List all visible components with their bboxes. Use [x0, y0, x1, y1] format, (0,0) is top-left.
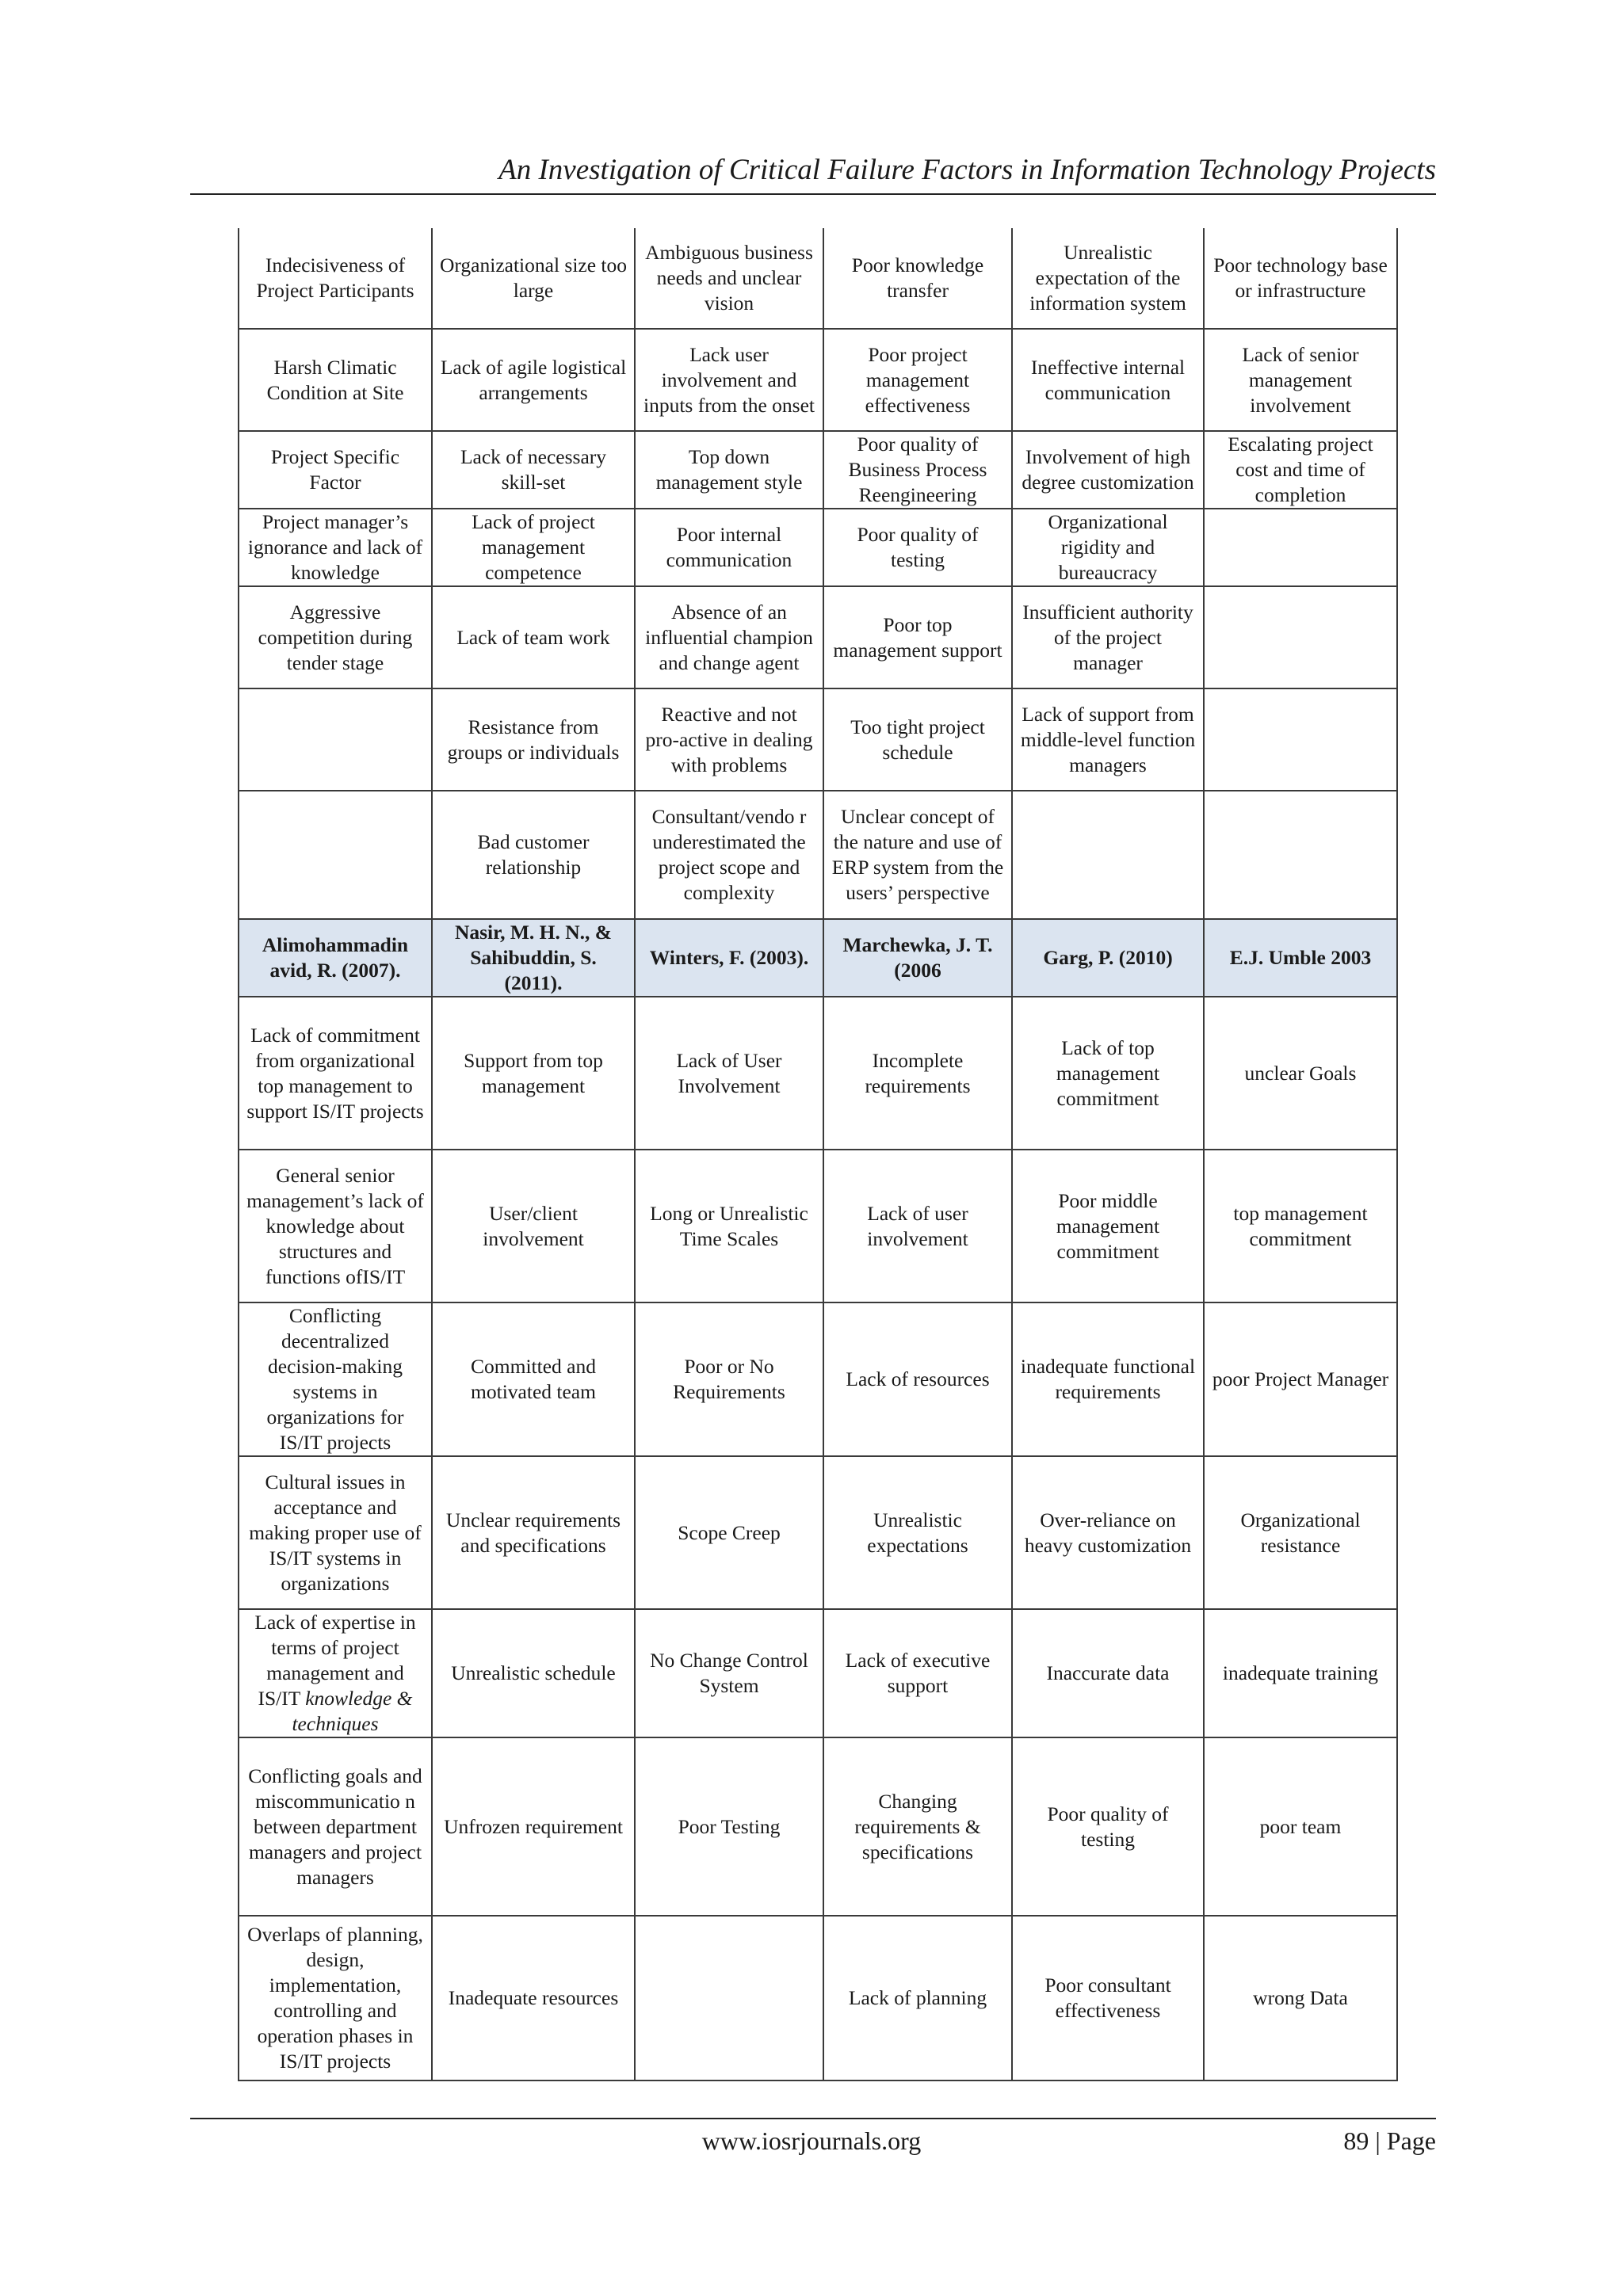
table-cell: Conflicting decentralized decision-making systems in organizations for IS/IT projects: [239, 1302, 432, 1456]
table-row: [239, 228, 1397, 329]
table-cell: Inaccurate data: [1012, 1609, 1204, 1737]
table-cell: Unclear concept of the nature and use of ERP system from the users’ perspective: [823, 791, 1012, 919]
table-cell: Bad customer relationship: [432, 791, 635, 919]
table-cell: Poor quality of testing: [1012, 1737, 1204, 1916]
running-header-title: An Investigation of Critical Failure Factors in Information Technology Projects: [498, 154, 1436, 186]
table-cell: Poor middle management commitment: [1012, 1150, 1204, 1302]
footer-page-number: 89 | Page: [1343, 2126, 1436, 2155]
table-cell: Aggressive competition during tender stage: [239, 586, 432, 688]
table-cell: User/client involvement: [432, 1150, 635, 1302]
table-row: [239, 586, 1397, 688]
table-cell: [635, 1916, 823, 2081]
table-cell: Too tight project schedule: [823, 688, 1012, 791]
expertise-italic-a: knowledge: [305, 1687, 392, 1710]
table-row: [239, 1150, 1397, 1302]
table-cell: inadequate functional requirements: [1012, 1302, 1204, 1456]
table-cell: Lack of agile logistical arrangements: [432, 329, 635, 431]
table-cell: Committed and motivated team: [432, 1302, 635, 1456]
table-cell: Indecisiveness of Project Participants: [239, 228, 432, 329]
table-cell: poor team: [1204, 1737, 1397, 1916]
table-row: [239, 1456, 1397, 1609]
table-cell: Cultural issues in acceptance and making proper use of IS/IT systems in organizations: [239, 1456, 432, 1609]
table-cell: Poor knowledge transfer: [823, 228, 1012, 329]
table-cell: Lack user involvement and inputs from the onset: [635, 329, 823, 431]
table-cell: No Change Control System: [635, 1609, 823, 1737]
expertise-italic-b: & techniques: [292, 1687, 413, 1735]
table-row: [239, 1609, 1397, 1737]
table-cell: Organizational resistance: [1204, 1456, 1397, 1609]
author-cell: Alimohammadin avid, R. (2007).: [239, 919, 432, 997]
table-cell: wrong Data: [1204, 1916, 1397, 2081]
table-cell: General senior management’s lack of knowledge about structures and functions ofIS/IT: [239, 1150, 432, 1302]
table-cell: Consultant/vendo r underestimated the project scope and complexity: [635, 791, 823, 919]
footer-rule: [190, 2118, 1436, 2119]
table-row: [239, 509, 1397, 586]
author-cell: Marchewka, J. T. (2006: [823, 919, 1012, 997]
table-cell: Poor top management support: [823, 586, 1012, 688]
table-cell: [239, 791, 432, 919]
table-cell: Poor technology base or infrastructure: [1204, 228, 1397, 329]
table-cell: Lack of resources: [823, 1302, 1012, 1456]
table-cell: Project Specific Factor: [239, 431, 432, 509]
table-cell: poor Project Manager: [1204, 1302, 1397, 1456]
table-cell: Poor consultant effectiveness: [1012, 1916, 1204, 2081]
author-cell: Nasir, M. H. N., & Sahibuddin, S. (2011).: [432, 919, 635, 997]
header-rule: [190, 193, 1436, 195]
author-cell: Garg, P. (2010): [1012, 919, 1204, 997]
table-cell: Over-reliance on heavy customization: [1012, 1456, 1204, 1609]
table-cell: Lack of User Involvement: [635, 997, 823, 1150]
table-row: [239, 997, 1397, 1150]
author-header-row: [239, 919, 1397, 997]
table-row: [239, 1916, 1397, 2081]
table-cell: Organizational size too large: [432, 228, 635, 329]
table-cell: Lack of top management commitment: [1012, 997, 1204, 1150]
table-row: [239, 329, 1397, 431]
table-cell: Support from top management: [432, 997, 635, 1150]
table-cell: Poor or No Requirements: [635, 1302, 823, 1456]
table-cell: Inadequate resources: [432, 1916, 635, 2081]
table-cell: Ambiguous business needs and unclear vision: [635, 228, 823, 329]
failure-factors-table: [238, 228, 1398, 2081]
table-cell: [1204, 586, 1397, 688]
table-cell: Lack of executive support: [823, 1609, 1012, 1737]
table-row: [239, 1302, 1397, 1456]
table-cell: Reactive and not pro-active in dealing with problems: [635, 688, 823, 791]
table-cell: [1204, 509, 1397, 586]
table-cell: Absence of an influential champion and change agent: [635, 586, 823, 688]
table-cell: Lack of necessary skill-set: [432, 431, 635, 509]
table-cell: Lack of senior management involvement: [1204, 329, 1397, 431]
author-cell: E.J. Umble 2003: [1204, 919, 1397, 997]
table-row: [239, 688, 1397, 791]
author-cell: Winters, F. (2003).: [635, 919, 823, 997]
table-cell: top management commitment: [1204, 1150, 1397, 1302]
table-cell: Unrealistic expectations: [823, 1456, 1012, 1609]
table-cell: Insufficient authority of the project manager: [1012, 586, 1204, 688]
table-cell: Involvement of high degree customization: [1012, 431, 1204, 509]
table-cell-expertise: [239, 1609, 432, 1737]
table-cell: Long or Unrealistic Time Scales: [635, 1150, 823, 1302]
table-cell: [1012, 791, 1204, 919]
table-cell: [1204, 791, 1397, 919]
table-cell: Poor Testing: [635, 1737, 823, 1916]
table-cell: Ineffective internal communication: [1012, 329, 1204, 431]
table-cell: Poor quality of Business Process Reengineering: [823, 431, 1012, 509]
table-cell: [1204, 688, 1397, 791]
table-cell: Lack of user involvement: [823, 1150, 1012, 1302]
table-cell: Poor quality of testing: [823, 509, 1012, 586]
table-cell: Unrealistic expectation of the information system: [1012, 228, 1204, 329]
table-cell: Lack of project management competence: [432, 509, 635, 586]
table-cell: inadequate training: [1204, 1609, 1397, 1737]
table-cell: Incomplete requirements: [823, 997, 1012, 1150]
table-row: [239, 791, 1397, 919]
table-cell: Poor internal communication: [635, 509, 823, 586]
table-cell: Lack of team work: [432, 586, 635, 688]
table-cell: Top down management style: [635, 431, 823, 509]
table-cell: Lack of planning: [823, 1916, 1012, 2081]
footer-website: www.iosrjournals.org: [701, 2126, 922, 2155]
table-row: [239, 431, 1397, 509]
table-cell: Overlaps of planning, design, implementation, controlling and operation phases in IS/IT projects: [239, 1916, 432, 2081]
table-cell: Unclear requirements and specifications: [432, 1456, 635, 1609]
table-cell: Lack of commitment from organizational top management to support IS/IT projects: [239, 997, 432, 1150]
table-cell: Harsh Climatic Condition at Site: [239, 329, 432, 431]
table-cell: Unfrozen requirement: [432, 1737, 635, 1916]
table-cell: Poor project management effectiveness: [823, 329, 1012, 431]
table-cell: [239, 688, 432, 791]
table-row: [239, 1737, 1397, 1916]
table-cell: Resistance from groups or individuals: [432, 688, 635, 791]
table-cell: Lack of support from middle-level function managers: [1012, 688, 1204, 791]
table-cell: Unrealistic schedule: [432, 1609, 635, 1737]
table-cell: Conflicting goals and miscommunicatio n between department managers and project managers: [239, 1737, 432, 1916]
table-cell: Organizational rigidity and bureaucracy: [1012, 509, 1204, 586]
table-cell: Escalating project cost and time of completion: [1204, 431, 1397, 509]
table-cell: Scope Creep: [635, 1456, 823, 1609]
table-cell: Changing requirements & specifications: [823, 1737, 1012, 1916]
table-cell: unclear Goals: [1204, 997, 1397, 1150]
expertise-text: Lack of expertise in terms of project management and IS/IT: [254, 1611, 416, 1710]
table-cell: Project manager’s ignorance and lack of knowledge: [239, 509, 432, 586]
